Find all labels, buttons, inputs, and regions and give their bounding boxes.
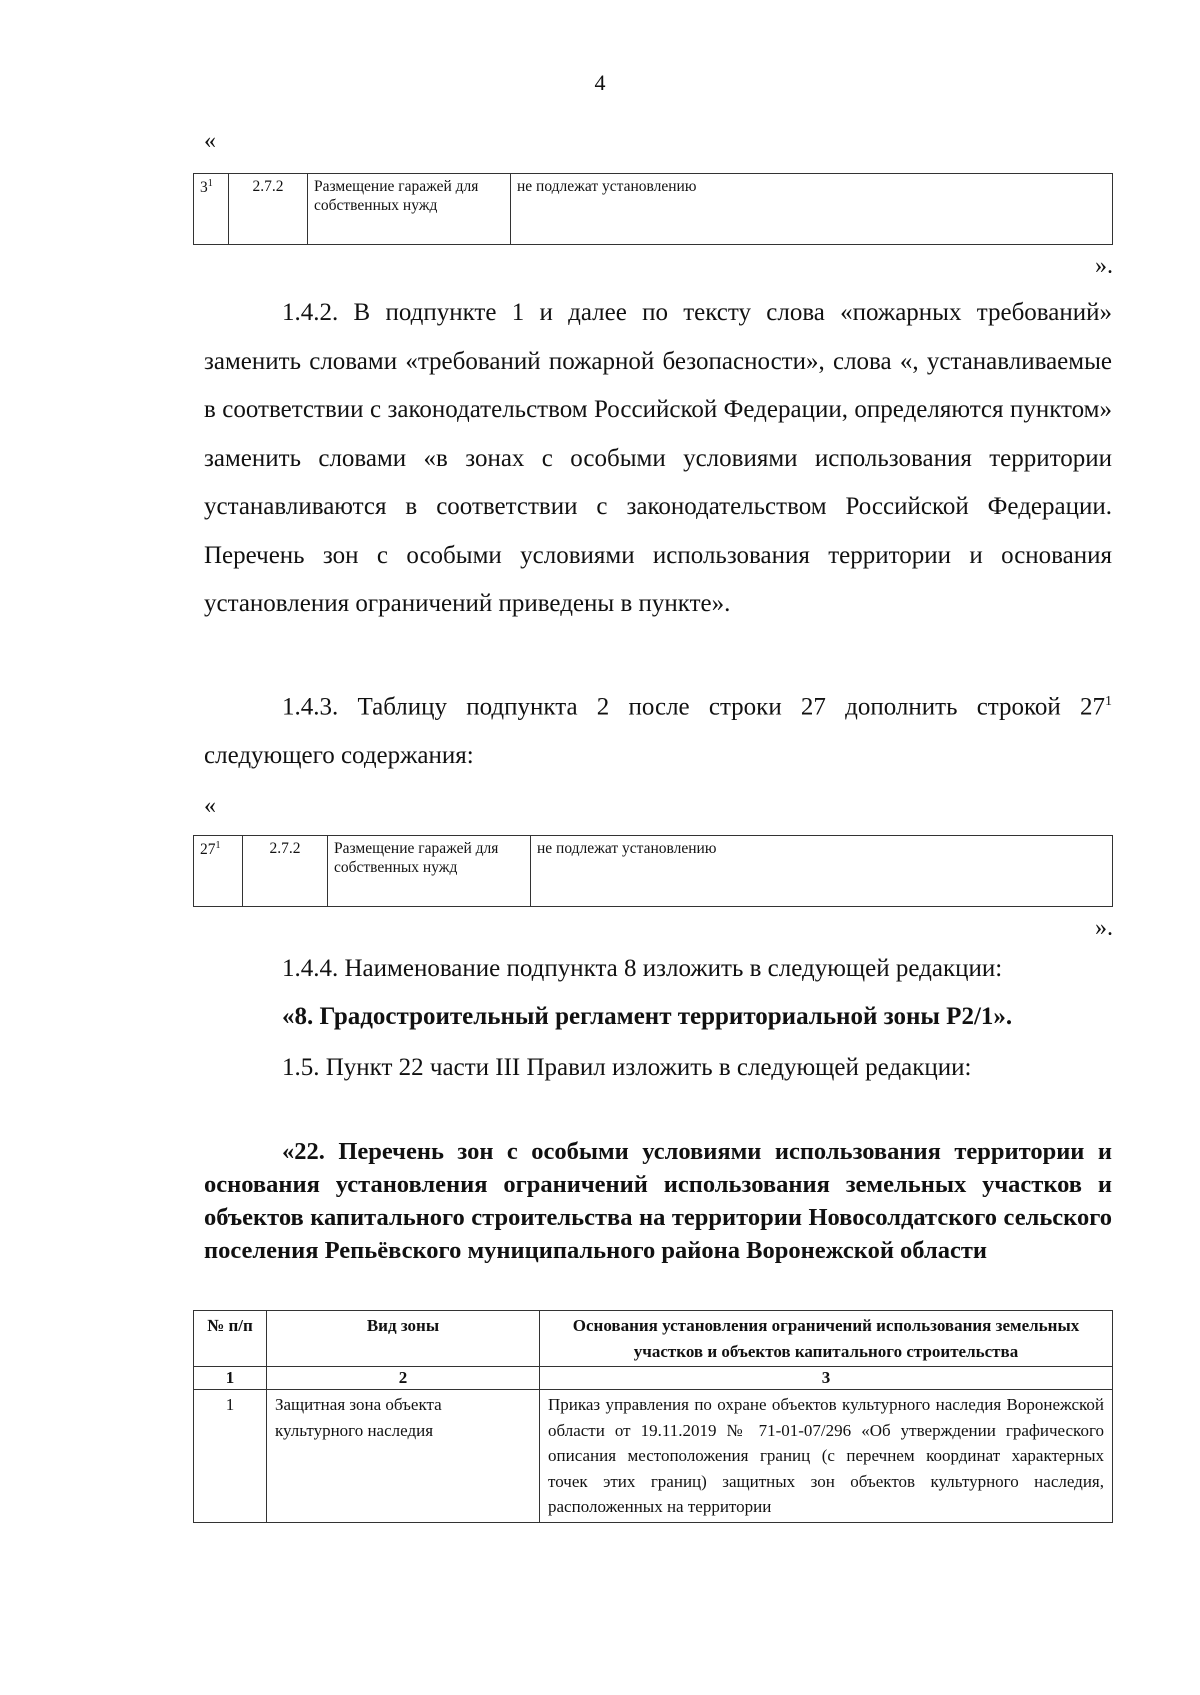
name-cell: Размещение гаражей для собственных нужд [308, 174, 511, 245]
header-number: № п/п [194, 1311, 267, 1367]
quote-close-mark-2: ». [1095, 915, 1113, 941]
column-number-3: 3 [540, 1367, 1113, 1390]
paragraph-8-title: «8. Градостроительный регламент территориальной зоны Р2/1». [282, 1003, 1013, 1030]
row-zone-type: Защитная зона объекта культурного наследия [267, 1390, 540, 1523]
table-row [194, 174, 1113, 245]
code-cell: 2.7.2 [229, 174, 308, 245]
table-row [194, 1390, 1113, 1523]
row-number-cell: $3^1$ [194, 174, 229, 245]
row-basis: Приказ управления по охране объектов культурного наследия Воронежской области от 19.11.2019 № 71-01-07/296 «Об утверждении графического описания местоположения границ (с перечнем координат характерных точек этих границ) защитных зон объектов культурного наследия, расположенных на территории [540, 1390, 1113, 1523]
name-cell: Размещение гаражей для собственных нужд [328, 836, 531, 907]
paragraph-1-5: 1.5. Пункт 22 части III Правил изложить в следующей редакции: [282, 1054, 972, 1081]
paragraph-1-4-3: 1.4.3. Таблицу подпункта 2 после строки 27 дополнить строкой $27^1$ следующего содержания: [204, 693, 1112, 769]
column-number-2: 2 [267, 1367, 540, 1390]
quote-open-mark-2: « [204, 793, 216, 819]
header-basis: Основания установления ограничений использования земельных участков и объектов капитального строительства [540, 1311, 1113, 1367]
table-row [194, 836, 1113, 907]
value-cell: не подлежат установлению [511, 174, 1113, 245]
table-header-row [194, 1311, 1113, 1367]
code-cell: 2.7.2 [243, 836, 328, 907]
row-number-cell: $27^1$ [194, 836, 243, 907]
page-number: 4 [594, 70, 606, 95]
paragraph-1-4-4: 1.4.4. Наименование подпункта 8 изложить в следующей редакции: [282, 955, 1003, 982]
quote-close-mark: ». [1095, 253, 1113, 279]
row-number-superscript: 1 [207, 178, 213, 189]
quote-open-mark: « [204, 128, 216, 154]
row-number: 1 [194, 1390, 267, 1523]
paragraph-1-4-2: 1.4.2. В подпункте 1 и далее по тексту слова «пожарных требований» заменить словами «требований пожарной безопасности», слова «, устанавливаемые в соответствии с законодательством Российской Федерации, определяются пунктом» заменить словами «в зонах с особыми условиями использования территории устанавливаются в соответствии с законодательством Российской Федерации. Перечень зон с особыми условиями использования территории и основания установления ограничений приведены в пункте». [204, 299, 1112, 617]
header-zone-type: Вид зоны [267, 1311, 540, 1367]
table-row-27-1 [193, 835, 1113, 907]
section-22-heading: «22. Перечень зон с особыми условиями использования территории и основания установления ограничений использования земельных участков и объектов капитального строительства на территории Новосолдатского сельского поселения Репьёвского муниципального района Воронежской области [204, 1138, 1112, 1264]
value-cell: не подлежат установлению [531, 836, 1113, 907]
table-row-3-1 [193, 173, 1113, 245]
zones-table [193, 1310, 1113, 1523]
paragraph-superscript: 1 [1105, 694, 1112, 709]
column-numbers-row [194, 1367, 1113, 1390]
row-number-superscript: 1 [215, 840, 221, 851]
column-number-1: 1 [194, 1367, 267, 1390]
